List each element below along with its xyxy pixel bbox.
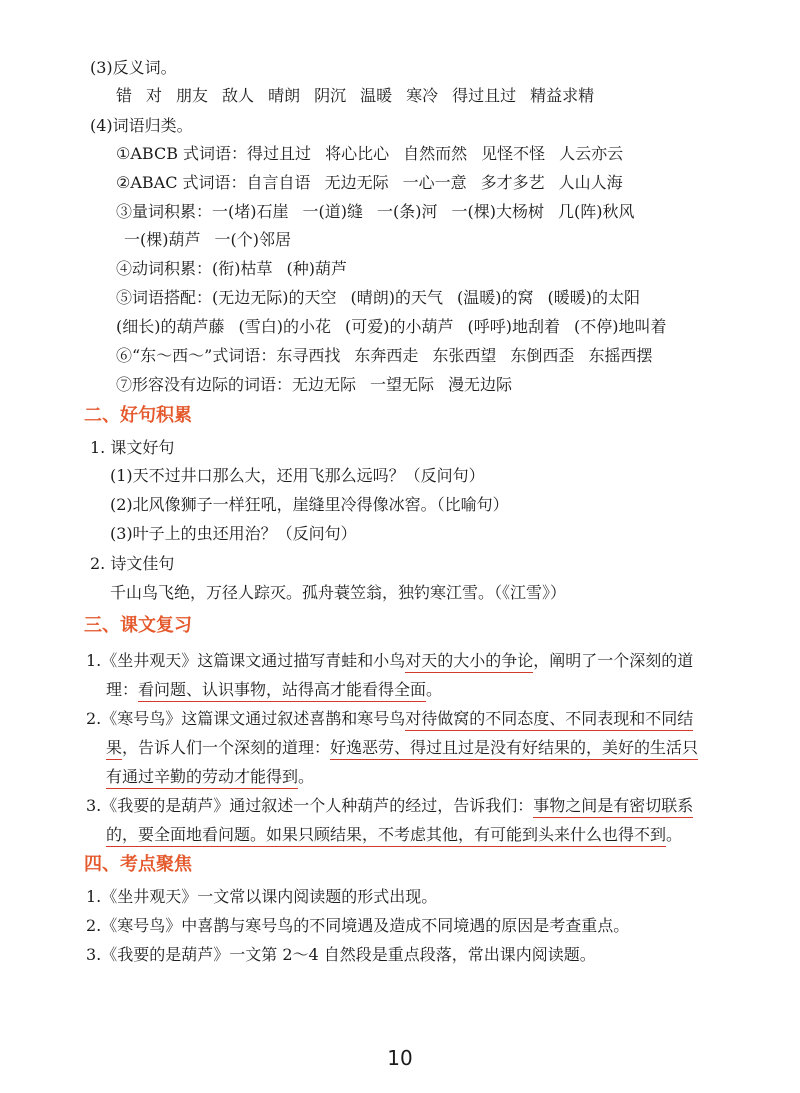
- text: ，阐明了一个深刻的道: [533, 651, 694, 670]
- word: 东摇西摆: [588, 346, 653, 365]
- poem-heading: 2. 诗文佳句: [90, 554, 175, 573]
- word: 无边无际: [324, 173, 389, 192]
- underlined-text: 看问题、认识事物，站得高才能看得全面: [138, 680, 426, 702]
- sentence-item: (2)北风像狮子一样狂吼，崖缝里冷得像冰窖。（比喻句）: [110, 495, 509, 514]
- word: (晴朗)的天气: [350, 288, 444, 307]
- antonym-word: 温暖: [360, 86, 393, 105]
- review-para-1-line-1: [86, 650, 693, 672]
- antonym-word: 敌人: [222, 86, 255, 105]
- word: (细长)的葫芦藤: [116, 317, 225, 336]
- antonym-heading: (3)反义词。: [90, 58, 177, 77]
- measure-row: [116, 201, 635, 223]
- review-para-3-line-2: [106, 824, 682, 846]
- row-label: ④动词积累：: [116, 259, 213, 278]
- underlined-text: 的，要全面地看问题。如果只顾结果，不考虑其他，有可能到头来什么也得不到: [106, 825, 666, 847]
- text: 。: [426, 680, 443, 699]
- focus-item: 3.《我要的是葫芦》一文第 2～4 自然段是重点段落，常出课内阅读题。: [86, 945, 596, 964]
- antonym-word: 寒冷: [406, 86, 439, 105]
- text: 。: [298, 767, 315, 786]
- word: 东寻西找: [276, 346, 341, 365]
- word: (雪白)的小花: [238, 317, 331, 336]
- word: 一(棵)大杨树: [451, 202, 545, 221]
- word: 东倒西歪: [510, 346, 575, 365]
- verb-row: [116, 258, 347, 280]
- focus-item: 2.《寒号鸟》中喜鹊与寒号鸟的不同境遇及造成不同境遇的原因是考查重点。: [86, 916, 630, 935]
- collocation-row-cont: [116, 316, 667, 338]
- word: 一(堵)石崖: [212, 202, 289, 221]
- word: (呼呼)地刮着: [467, 317, 560, 336]
- review-para-2-line-3: [106, 766, 314, 788]
- word: 一(棵)葫芦: [124, 230, 201, 249]
- word: (温暖)的窝: [457, 288, 534, 307]
- measure-row-cont: [124, 229, 291, 251]
- row-label: ⑦形容没有边际的词语：: [116, 375, 293, 394]
- word: 见怪不怪: [481, 144, 546, 163]
- word: 人山人海: [558, 173, 623, 192]
- antonym-word: 朋友: [176, 86, 209, 105]
- underlined-text: 有通过辛勤的劳动才能得到: [106, 767, 298, 789]
- antonym-word: 对: [146, 86, 163, 105]
- word: 得过且过: [247, 144, 312, 163]
- row-label: ②ABAC 式词语：: [116, 173, 247, 192]
- collocation-row: [116, 287, 640, 309]
- dongxi-row: [116, 345, 652, 367]
- review-para-1-line-2: [106, 679, 442, 701]
- word: (衔)枯草: [212, 259, 273, 278]
- word: 一(条)河: [377, 202, 438, 221]
- section-title-focus: 四、考点聚焦: [84, 854, 192, 875]
- word: 将心比心: [325, 144, 390, 163]
- word: 几(阵)秋风: [558, 202, 635, 221]
- abac-row: [116, 172, 623, 194]
- boundless-row: [116, 374, 512, 396]
- text-sentences-heading: 1. 课文好句: [90, 438, 175, 457]
- section-title-sentences: 二、好句积累: [84, 405, 192, 426]
- antonym-list: [116, 85, 594, 107]
- underlined-text: 好逸恶劳、得过且过是没有好结果的，美好的生活只: [330, 738, 698, 760]
- word: 一(道)缝: [302, 202, 364, 221]
- text: 。: [666, 825, 683, 844]
- abcb-row: [116, 143, 623, 165]
- word: 东奔西走: [354, 346, 419, 365]
- text: 3.《我要的是葫芦》通过叙述一个人种葫芦的经过，告诉我们：: [86, 796, 534, 815]
- text: 1.《坐井观天》这篇课文通过描写青蛙和小鸟: [86, 651, 406, 670]
- text: 2.《寒号鸟》这篇课文通过叙述喜鹊和寒号鸟: [86, 709, 406, 728]
- word: 东张西望: [432, 346, 497, 365]
- antonym-word: 阴沉: [314, 86, 347, 105]
- page-number: 10: [387, 1046, 413, 1070]
- word: (种)葫芦: [286, 259, 348, 278]
- word: 漫无边际: [448, 375, 513, 394]
- row-label: ⑤词语搭配：: [116, 288, 213, 307]
- review-para-3-line-1: [86, 795, 693, 817]
- word: 人云亦云: [559, 144, 624, 163]
- focus-item: 1.《坐井观天》一文常以课内阅读题的形式出现。: [86, 887, 438, 906]
- section-title-review: 三、课文复习: [84, 615, 192, 636]
- word: 无边无际: [292, 375, 357, 394]
- underlined-text: 对待做窝的不同态度、不同表现和不同结: [405, 709, 693, 731]
- review-para-2-line-1: [86, 708, 693, 730]
- underlined-text: 对天的大小的争论: [405, 651, 533, 673]
- word: 一望无际: [370, 375, 435, 394]
- sentence-item: (1)天不过井口那么大，还用飞那么远吗？（反问句）: [110, 466, 485, 485]
- word: (暖暖)的太阳: [547, 288, 641, 307]
- word: 一(个)邻居: [214, 230, 291, 249]
- word: (可爱)的小葫芦: [345, 317, 454, 336]
- review-para-2-line-2: [106, 737, 698, 759]
- poem-text: 千山鸟飞绝，万径人踪灭。孤舟蓑笠翁，独钓寒江雪。（《江雪》）: [110, 583, 567, 602]
- row-label: ①ABCB 式词语：: [116, 144, 248, 163]
- row-label: ③量词积累：: [116, 202, 213, 221]
- word: 多才多艺: [480, 173, 545, 192]
- word: 一心一意: [402, 173, 467, 192]
- word: (无边无际)的天空: [212, 288, 337, 307]
- word: (不停)地叫着: [574, 317, 667, 336]
- underlined-text: 事物之间是有密切联系: [533, 796, 693, 818]
- classify-heading: (4)词语归类。: [90, 116, 193, 135]
- text: ，告诉人们一个深刻的道理：: [122, 738, 331, 757]
- text: 理：: [106, 680, 139, 699]
- sentence-item: (3)叶子上的虫还用治？（反问句）: [110, 524, 357, 543]
- word: 自言自语: [246, 173, 311, 192]
- antonym-word: 得过且过: [452, 86, 517, 105]
- row-label: ⑥“东～西～”式词语：: [116, 346, 277, 365]
- antonym-word: 晴朗: [268, 86, 301, 105]
- underlined-text: 果: [106, 738, 122, 760]
- antonym-word: 精益求精: [530, 86, 595, 105]
- antonym-word: 错: [116, 86, 133, 105]
- word: 自然而然: [403, 144, 468, 163]
